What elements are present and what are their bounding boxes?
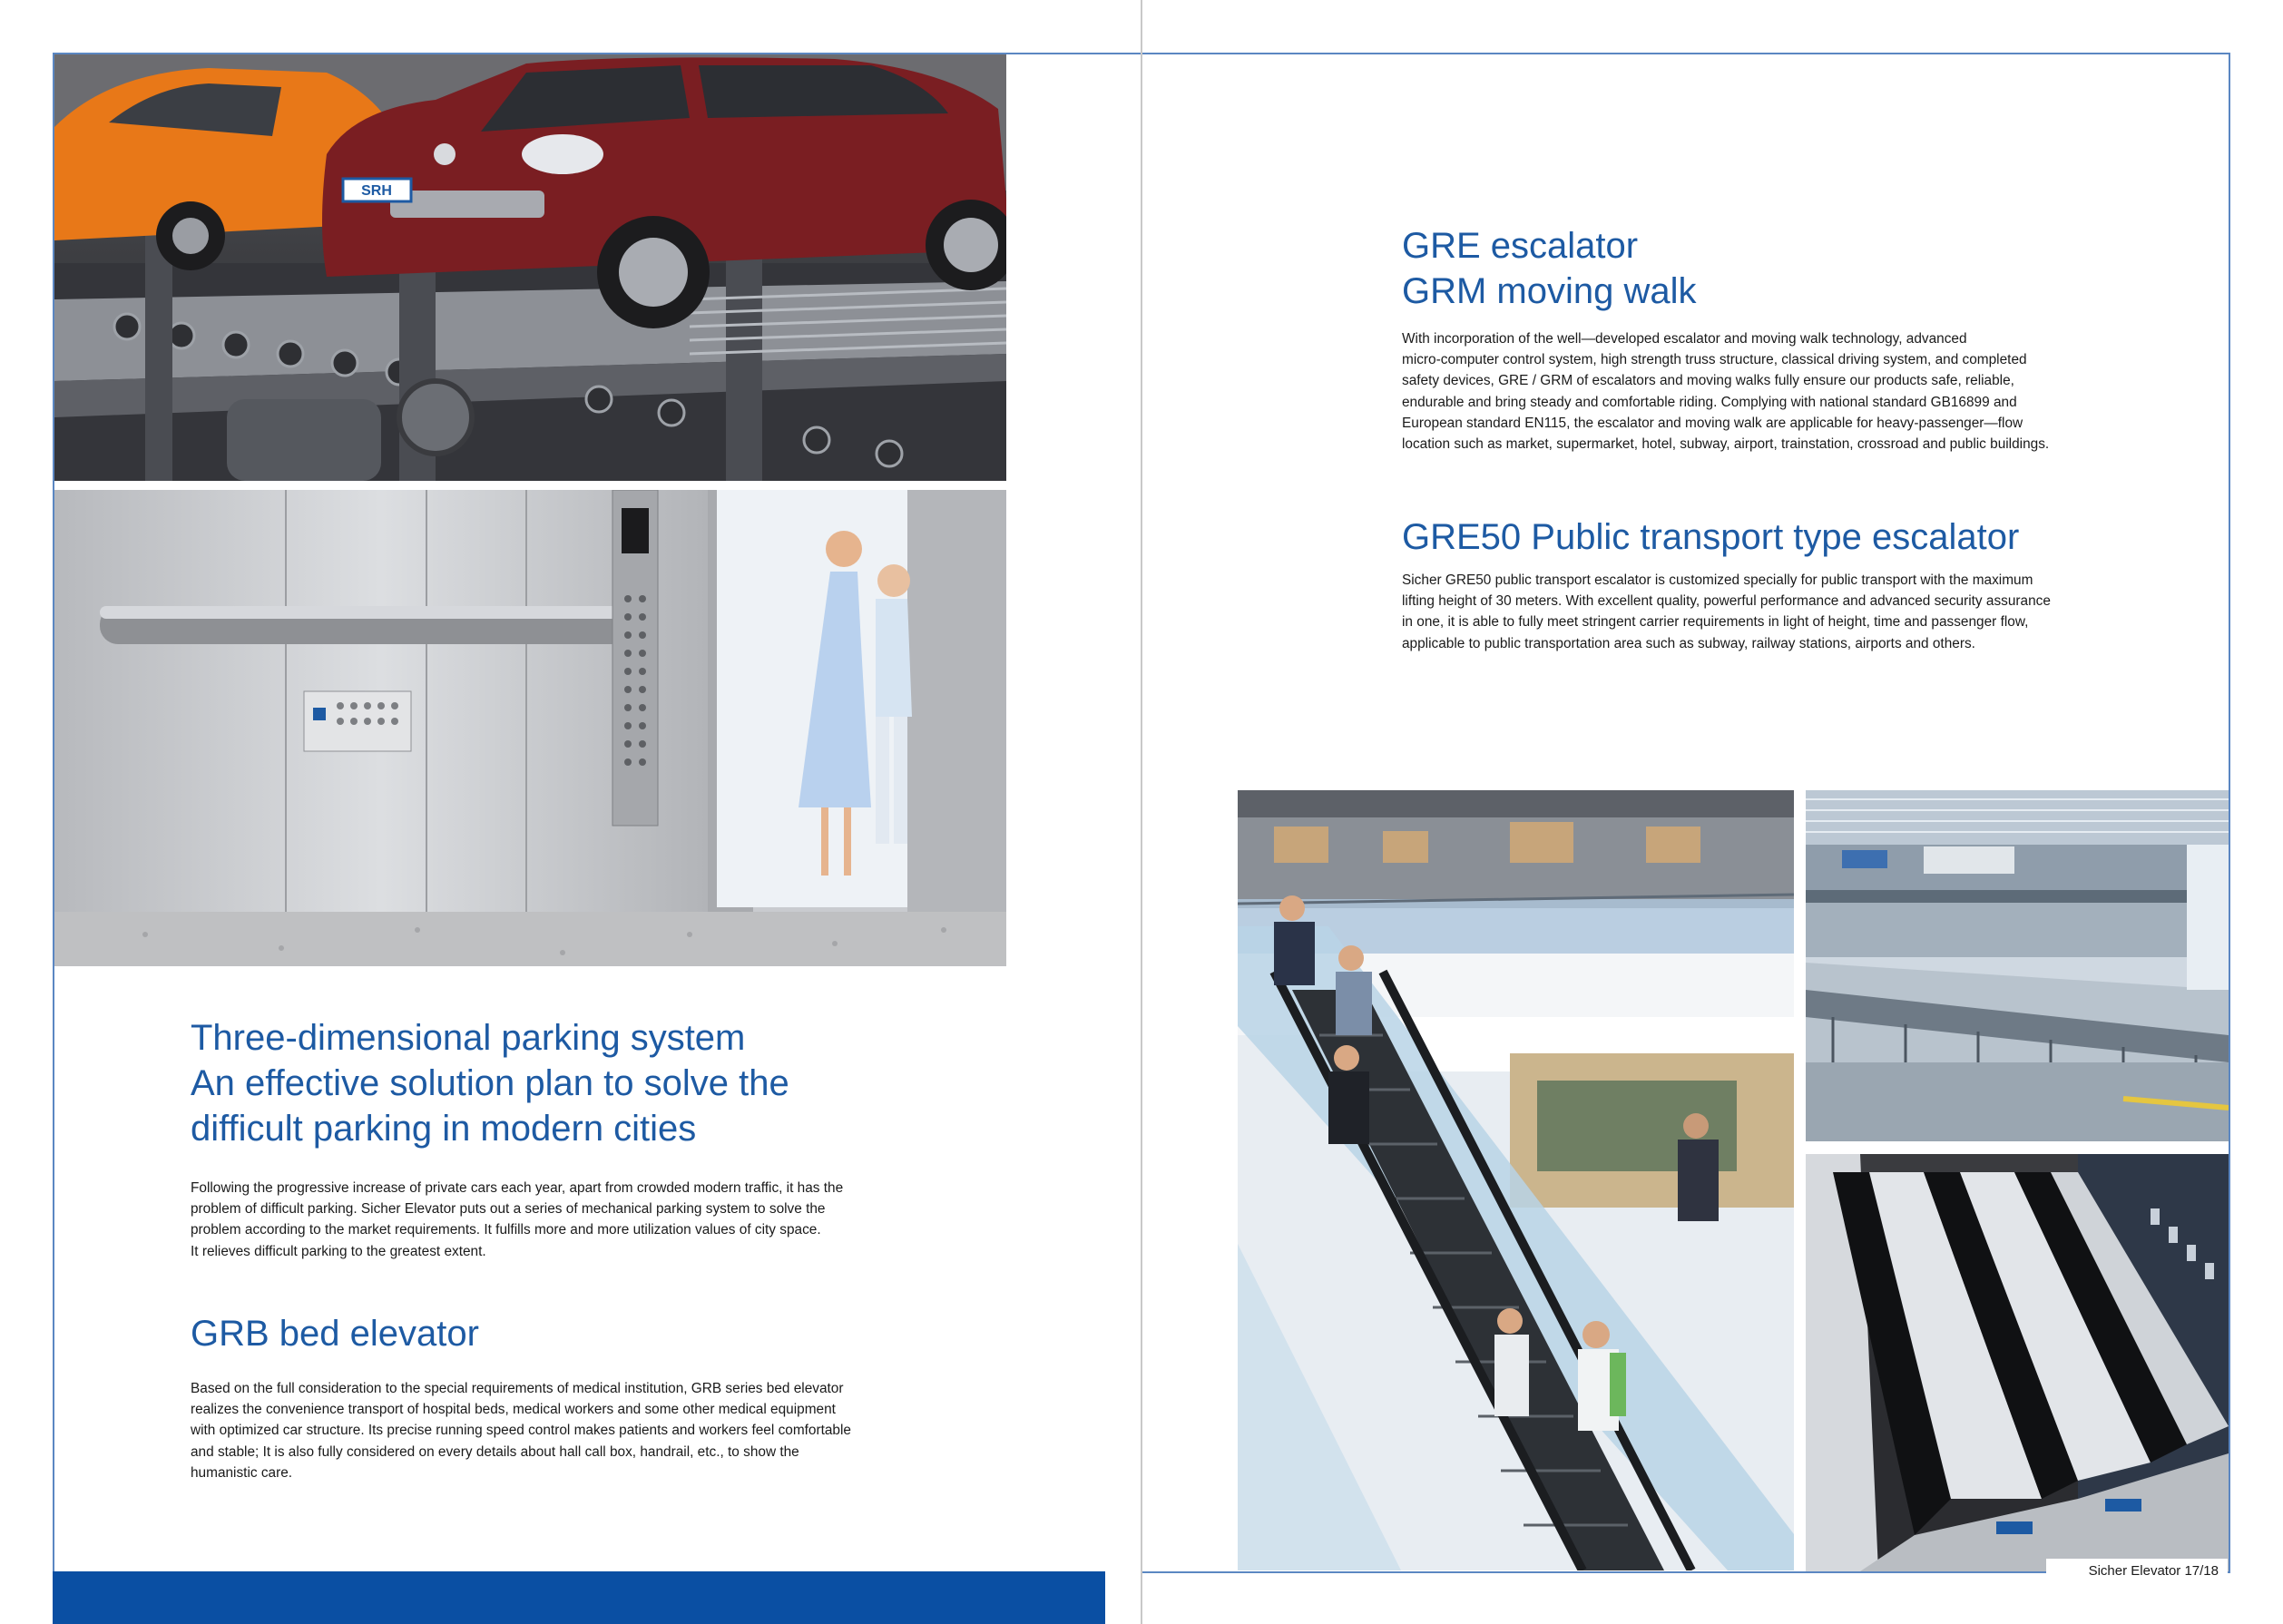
parking-photo-illustration xyxy=(54,54,1006,481)
parking-title-line: difficult parking in modern cities xyxy=(191,1109,697,1149)
paragraph-line: With incorporation of the well—developed escalator and moving walk technology, advanced xyxy=(1402,331,1967,347)
bed-elevator-title: GRB bed elevator xyxy=(191,1314,479,1354)
gre50-paragraph xyxy=(1402,570,2102,654)
paragraph-line: safety devices, GRE / GRM of escalators and moving walks fully ensure our products safe, reliable, xyxy=(1402,373,2014,389)
parking-system-title xyxy=(191,1015,962,1151)
paragraph-line: endurable and bring steady and comfortable riding. Complying with national standard GB16899 and xyxy=(1402,394,2017,410)
paragraph-line: in one, it is able to fully meet stringent carrier requirements in light of height, time and passenger flow, xyxy=(1402,614,2029,631)
escalator-title-line: GRE escalator xyxy=(1402,226,1639,266)
mall-escalator-illustration xyxy=(1238,790,1794,1570)
paragraph-line: Based on the full consideration to the special requirements of medical institution, GRB series bed elevator xyxy=(191,1381,844,1396)
escalator-title xyxy=(1402,223,2128,314)
bed-elevator-photo xyxy=(54,490,1006,966)
parking-system-paragraph xyxy=(191,1178,898,1262)
bottom-blue-band xyxy=(53,1571,1105,1624)
mall-escalator-photo xyxy=(1238,790,1794,1570)
paragraph-line: humanistic care. xyxy=(191,1464,293,1481)
spine-divider xyxy=(1141,0,1142,1624)
paragraph-line: micro-computer control system, high strength truss structure, classical driving system, and completed xyxy=(1402,352,2027,368)
footer-text: Sicher Elevator 17/18 xyxy=(2088,1563,2219,1579)
airport-illustration xyxy=(1806,790,2229,1141)
paragraph-line: problem according to the market requirements. It fulfills more and more utilization values of city space. xyxy=(191,1222,821,1238)
paragraph-line: applicable to public transportation area such as subway, railway stations, airports and others. xyxy=(1402,635,1975,651)
frame-top-right xyxy=(1142,53,2230,54)
subway-illustration xyxy=(1806,1154,2229,1571)
paragraph-line: Following the progressive increase of private cars each year, apart from crowded modern traffic, it has the xyxy=(191,1180,844,1196)
paragraph-line: It relieves difficult parking to the greatest extent. xyxy=(191,1243,486,1259)
parking-system-photo xyxy=(54,54,1006,481)
escalator-title-line: GRM moving walk xyxy=(1402,271,1697,311)
gre50-title: GRE50 Public transport type escalator xyxy=(1402,517,2020,557)
paragraph-line: realizes the convenience transport of hospital beds, medical workers and some other medical equipment xyxy=(191,1402,836,1418)
bed-elevator-paragraph xyxy=(191,1378,898,1483)
page-footer xyxy=(2046,1559,2228,1584)
frame-right xyxy=(2229,53,2230,1572)
escalator-paragraph xyxy=(1402,328,2102,455)
paragraph-line: and stable; It is also fully considered on every details about hall call box, handrail, etc., to show the xyxy=(191,1443,799,1460)
bed-elevator-illustration xyxy=(54,490,1006,966)
parking-title-line: An effective solution plan to solve the xyxy=(191,1063,789,1103)
subway-escalators-photo xyxy=(1806,1154,2229,1571)
paragraph-line: location such as market, supermarket, hotel, subway, airport, trainstation, crossroad and public buildings. xyxy=(1402,436,2050,453)
paragraph-line: with optimized car structure. Its precise running speed control makes patients and workers feel comfortable xyxy=(191,1423,851,1439)
paragraph-line: European standard EN115, the escalator and moving walk are applicable for heavy-passenger—flow xyxy=(1402,415,2023,431)
paragraph-line: Sicher GRE50 public transport escalator is customized specially for public transport with the maximum xyxy=(1402,572,2033,588)
paragraph-line: problem of difficult parking. Sicher Elevator puts out a series of mechanical parking system to solve the xyxy=(191,1201,826,1218)
paragraph-line: lifting height of 30 meters. With excellent quality, powerful performance and advanced security assurance xyxy=(1402,593,2051,610)
parking-title-line: Three-dimensional parking system xyxy=(191,1018,746,1058)
car-plate-text: SRH xyxy=(361,183,392,199)
airport-concourse-photo xyxy=(1806,790,2229,1141)
